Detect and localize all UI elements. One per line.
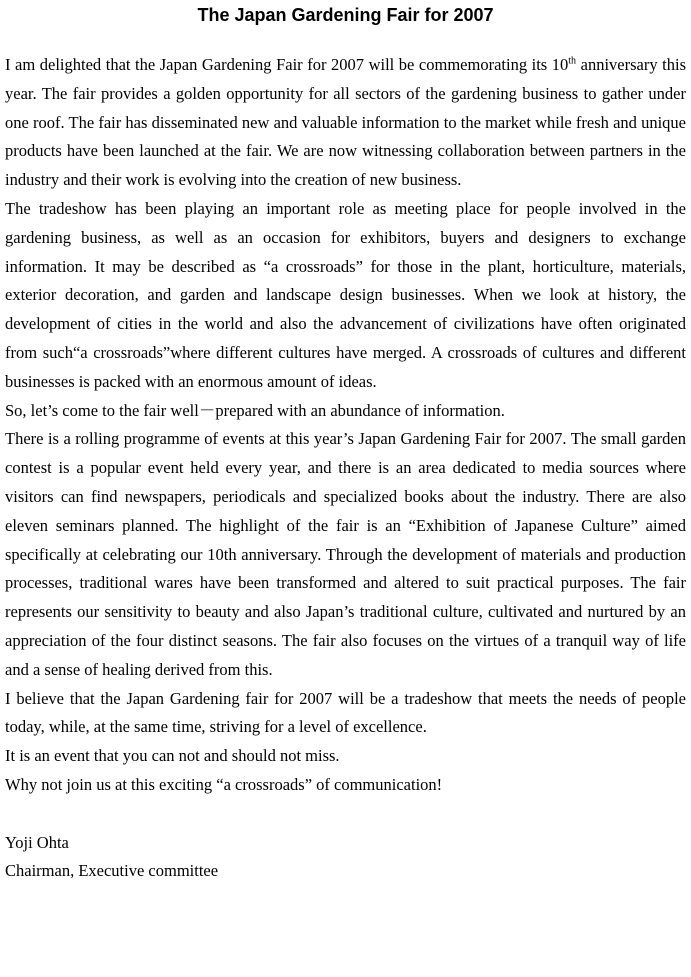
signature-position: Chairman, Executive committee (5, 861, 219, 881)
paragraph-events-programme: There is a rolling programme of events at this year’s Japan Gardening Fair for 2007. The small garden contest is a popular event held every year, and there is an area dedicated to media sources where visitors can find newspapers, periodicals and specialized books about the industry. There are also eleven seminars planned. The highlight of the fair is an “Exhibition of Japanese Culture” aimed specifically at celebrating our 10th anniversary. Through the development of materials and production processes, traditional wares have been transformed and altered to suit practical purposes. The fair represents our sensitivity to beauty and also Japan’s traditional culture, cultivated and nurtured by an appreciation of the four distinct seasons. The fair also focuses on the virtues of a tranquil way of life and a sense of healing derived from this. (5, 429, 686, 679)
document-title: The Japan Gardening Fair for 2007 (197, 5, 494, 25)
signature-spacer (5, 800, 686, 829)
document-body (5, 51, 686, 886)
signature-name: Yoji Ohta (5, 832, 69, 852)
ordinal-superscript: th (568, 55, 577, 67)
paragraph-anniversary-rest: anniversary this year. The fair provides a golden opportunity for all sectors of the gardening business to gather under one roof. The fair has disseminated new and valuable information to the market while fresh and unique products have been launched at the fair. We are now witnessing collaboration between partners in the industry and their work is evolving into the creation of new business. (5, 55, 686, 190)
paragraph-anniversary (5, 51, 686, 195)
paragraph-tradeshow-role: The tradeshow has been playing an important role as meeting place for people involved in the gardening business, as well as an occasion for exhibitors, buyers and designers to exchange information. It may be described as “a crossroads” for those in the plant, horticulture, materials, exterior decoration, and garden and landscape design businesses. When we look at history, the development of cities in the world and also the advancement of civilizations have often originated from such“a crossroads”where different cultures have merged. A crossroads of cultures and different businesses is packed with an enormous amount of ideas. (5, 198, 686, 391)
paragraph-anniversary-start: I am delighted that the Japan Gardening Fair for 2007 will be commemorating its 10 (5, 55, 569, 74)
paragraph-join-us: Why not join us at this exciting “a crossroads” of communication! (5, 774, 443, 794)
paragraph-come-prepared: So, let’s come to the fair well－prepared with an abundance of information. (5, 400, 505, 420)
paragraph-tradeshow-needs: I believe that the Japan Gardening fair for 2007 will be a tradeshow that meets the needs of people today, while, at the same time, striving for a level of excellence. (5, 688, 686, 737)
paragraph-do-not-miss: It is an event that you can not and should not miss. (5, 746, 340, 766)
